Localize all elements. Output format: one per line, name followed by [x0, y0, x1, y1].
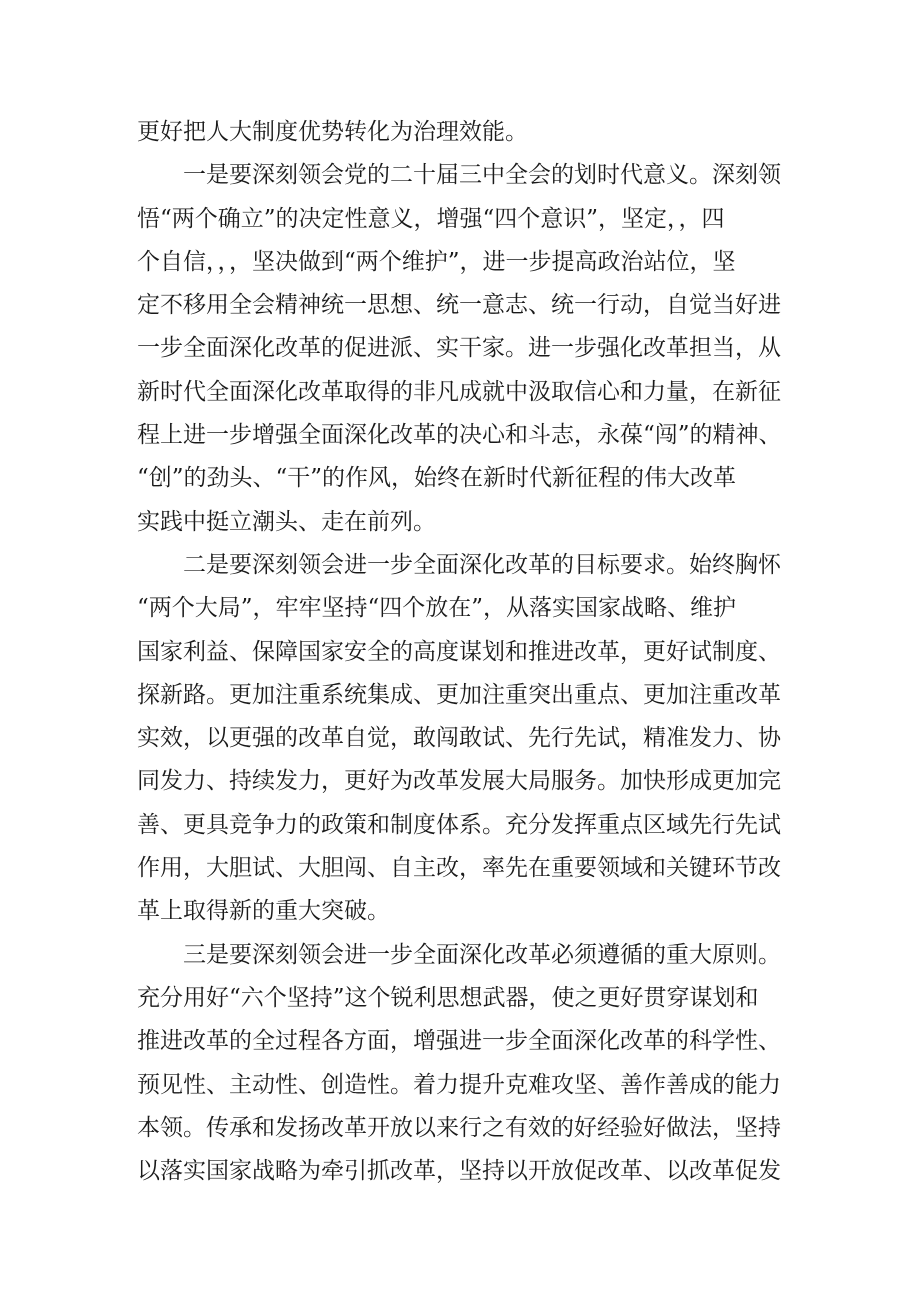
- text-line: “创”的劲头、“干”的作风，始终在新时代新征程的伟大改革: [137, 465, 737, 492]
- text-line: 悟“两个确立”的决定性意义，增强“四个意识”，坚定，，四: [137, 205, 725, 232]
- text-line: 个自信，，，坚决做到“两个维护”，进一步提高政治站位，坚: [137, 248, 736, 275]
- text-line: 以落实国家战略为牵引抓改革，坚持以开放促改革、以改革促发: [137, 1158, 781, 1185]
- document-body: [137, 111, 787, 1193]
- text-line: 新时代全面深化改革取得的非凡成就中汲取信心和力量，在新征: [137, 378, 781, 405]
- text-line: 同发力、持续发力，更好为改革发展大局服务。加快形成更加完: [137, 768, 781, 795]
- text-line: 定不移用全会精神统一思想、统一意志、统一行动，自觉当好进: [137, 292, 781, 319]
- paragraph-3-first-line: 三是要深刻领会进一步全面深化改革必须遵循的重大原则。: [183, 941, 781, 968]
- text-line: 程上进一步增强全面深化改革的决心和斗志，永葆“闯”的精神、: [137, 422, 782, 449]
- text-line: 充分用好“六个坚持”这个锐利思想武器，使之更好贯穿谋划和: [137, 984, 759, 1011]
- text-line: 善、更具竞争力的政策和制度体系。充分发挥重点区域先行先试: [137, 811, 781, 838]
- text-line: 实践中挺立潮头、走在前列。: [137, 508, 436, 535]
- text-line: 一步全面深化改革的促进派、实干家。进一步强化改革担当，从: [137, 335, 781, 362]
- paragraph-1-first-line: 一是要深刻领会党的二十届三中全会的划时代意义。深刻领: [183, 162, 781, 189]
- text-line: 革上取得新的重大突破。: [137, 898, 390, 925]
- text-line: 更好把人大制度优势转化为治理效能。: [137, 119, 528, 145]
- text-line: 推进改革的全过程各方面，增强进一步全面深化改革的科学性、: [137, 1028, 781, 1055]
- text-line: 探新路。更加注重系统集成、更加注重突出重点、更加注重改革: [137, 681, 781, 708]
- text-line: 本领。传承和发扬改革开放以来行之有效的好经验好做法，坚持: [137, 1114, 781, 1141]
- text-line: 作用，大胆试、大胆闯、自主改，率先在重要领域和关键环节改: [137, 855, 781, 882]
- text-line: “两个大局”，牢牢坚持“四个放在”，从落实国家战略、维护: [137, 595, 737, 622]
- text-line: 国家利益、保障国家安全的高度谋划和推进改革，更好试制度、: [137, 638, 781, 665]
- paragraph-2-first-line: 二是要深刻领会进一步全面深化改革的目标要求。始终胸怀: [183, 551, 781, 578]
- text-line: 预见性、主动性、创造性。着力提升克难攻坚、善作善成的能力: [137, 1071, 781, 1098]
- text-line: 实效，以更强的改革自觉，敢闯敢试、先行先试，精准发力、协: [137, 725, 781, 752]
